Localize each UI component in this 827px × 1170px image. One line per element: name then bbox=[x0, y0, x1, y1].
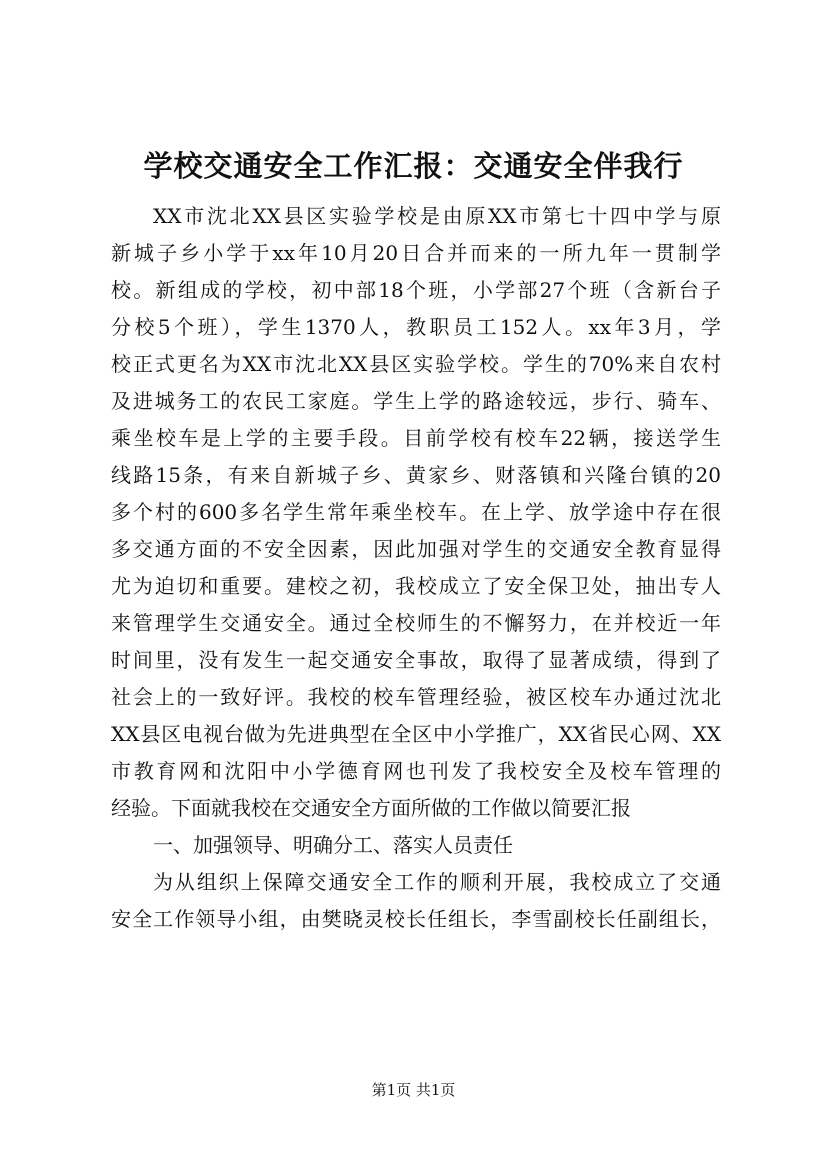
body-line-1: XX市沈北XX县区实验学校是由原XX市第七十四中学与原 bbox=[153, 204, 721, 228]
body-line-20: 安全工作领导小组，由樊晓灵校长任组长，李雪副校长任副组长， bbox=[111, 907, 721, 931]
body-line-13: 时间里，没有发生一起交通安全事故，取得了显著成绩，得到了 bbox=[111, 648, 721, 672]
document-body bbox=[111, 198, 721, 938]
body-line-2: 新城子乡小学于xx年10月20日合并而来的一所九年一贯制学 bbox=[111, 241, 721, 265]
body-line-19: 为从组织上保障交通安全工作的顺利开展，我校成立了交通 bbox=[153, 870, 721, 894]
body-line-5: 校正式更名为XX市沈北XX县区实验学校。学生的70%来自农村 bbox=[111, 352, 721, 376]
body-line-8: 线路15条，有来自新城子乡、黄家乡、财落镇和兴隆台镇的20 bbox=[111, 463, 721, 487]
body-line-6: 及进城务工的农民工家庭。学生上学的路途较远，步行、骑车、 bbox=[111, 389, 721, 413]
body-line-17: 经验。下面就我校在交通安全方面所做的工作做以简要汇报 bbox=[111, 796, 631, 820]
body-line-16: 市教育网和沈阳中小学德育网也刊发了我校安全及校车管理的 bbox=[111, 759, 721, 783]
body-line-15: XX县区电视台做为先进典型在全区中小学推广，XX省民心网、XX bbox=[111, 722, 721, 746]
body-line-9: 多个村的600多名学生常年乘坐校车。在上学、放学途中存在很 bbox=[111, 500, 721, 524]
body-line-12: 来管理学生交通安全。通过全校师生的不懈努力，在并校近一年 bbox=[111, 611, 721, 635]
body-line-3: 校。新组成的学校，初中部18个班，小学部27个班（含新台子 bbox=[111, 278, 721, 302]
body-line-4: 分校5个班），学生1370人，教职员工152人。xx年3月，学 bbox=[111, 315, 721, 339]
document-title: 学校交通安全工作汇报：交通安全伴我行 bbox=[143, 149, 684, 183]
body-line-14: 社会上的一致好评。我校的校车管理经验，被区校车办通过沈北 bbox=[111, 685, 721, 709]
body-line-10: 多交通方面的不安全因素，因此加强对学生的交通安全教育显得 bbox=[111, 537, 721, 561]
section-heading-1: 一、加强领导、明确分工、落实人员责任 bbox=[153, 833, 513, 857]
body-line-7: 乘坐校车是上学的主要手段。目前学校有校车22辆，接送学生 bbox=[111, 426, 721, 450]
body-line-11: 尤为迫切和重要。建校之初，我校成立了安全保卫处，抽出专人 bbox=[111, 574, 721, 598]
page-number: 第1页 共1页 bbox=[371, 1081, 456, 1099]
